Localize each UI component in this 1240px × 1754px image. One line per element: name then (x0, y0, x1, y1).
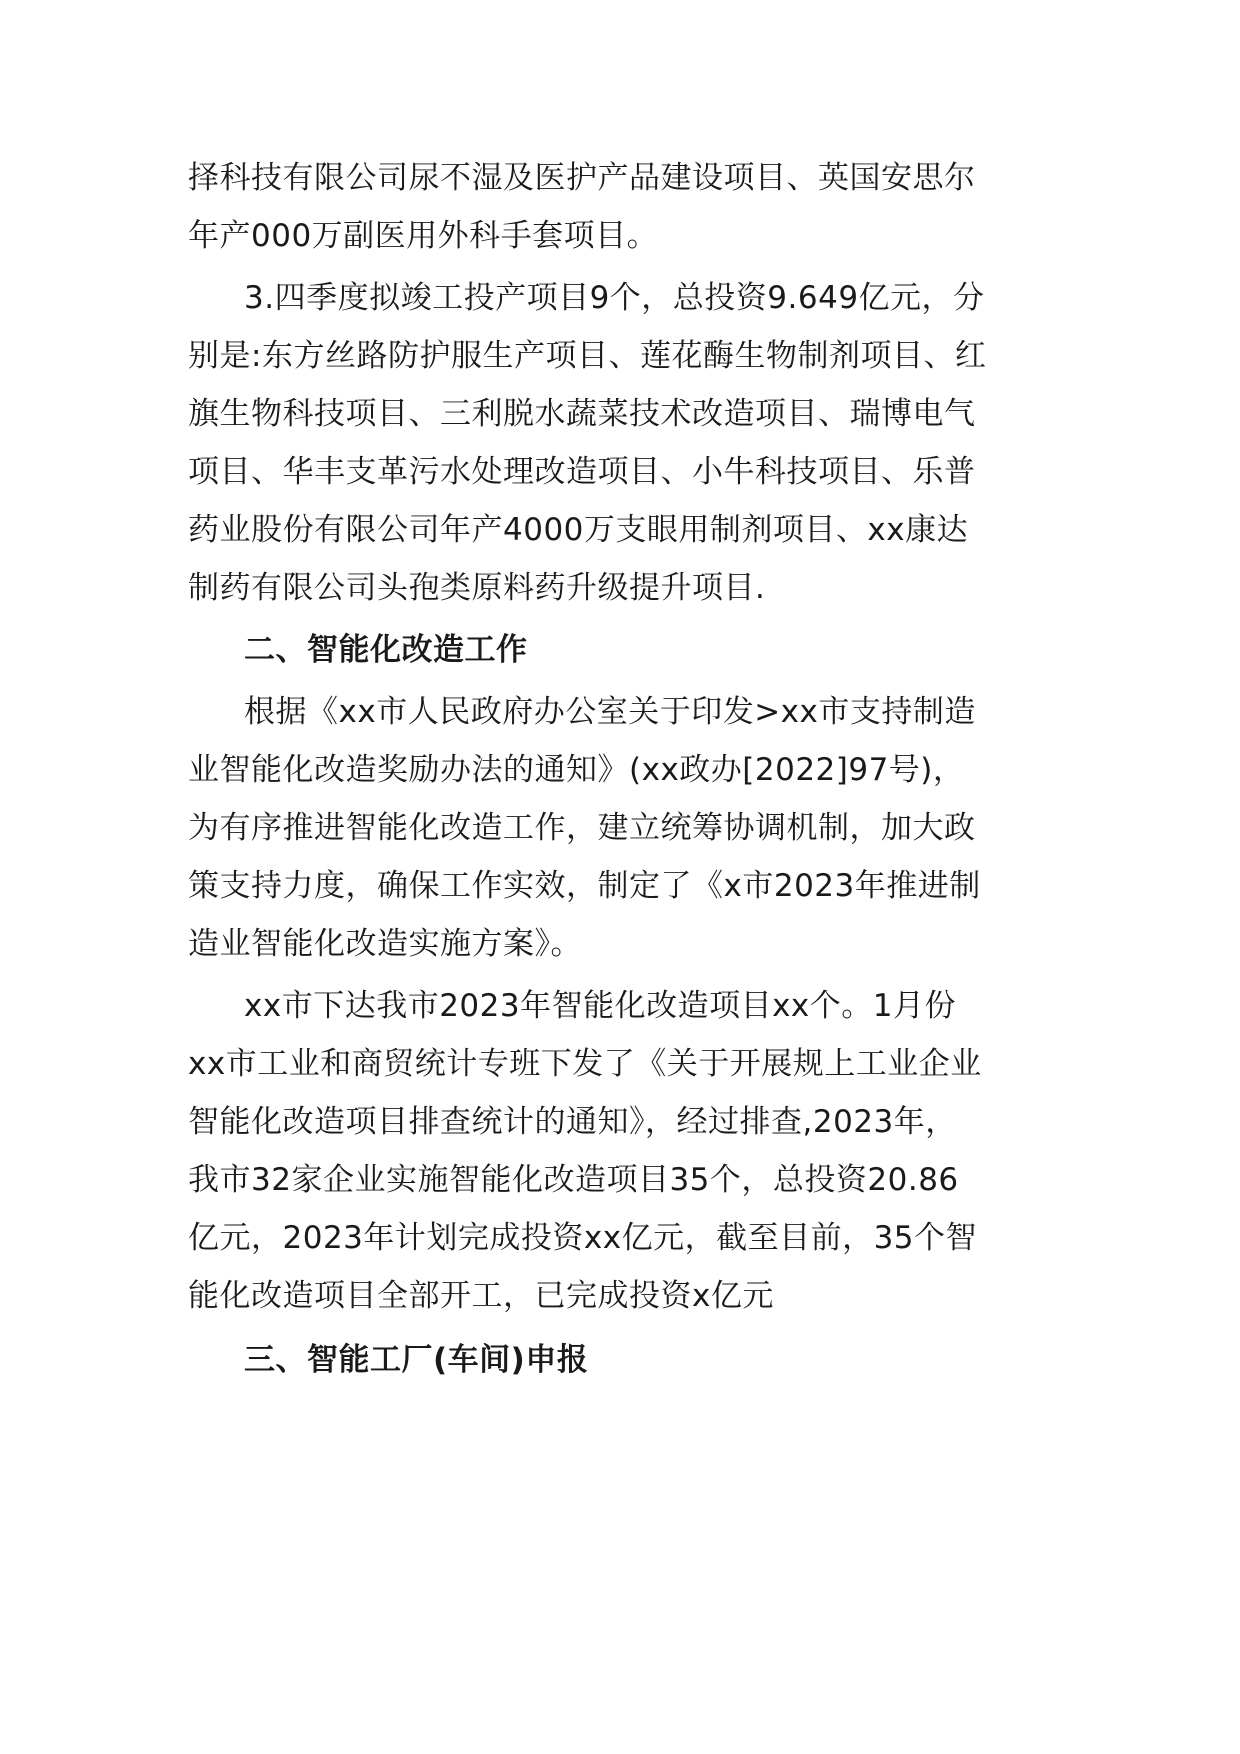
paragraph-line: 制药有限公司头孢类原料药升级提升项目. (188, 570, 766, 606)
paragraph-line: xx市下达我市2023年智能化改造项目xx个。1月份 (244, 988, 956, 1024)
paragraph-line: 亿元，2023年计划完成投资xx亿元，截至目前，35个智 (188, 1220, 978, 1256)
paragraph-line: 项目、华丰支革污水处理改造项目、小牛科技项目、乐普 (188, 454, 976, 490)
paragraph-line: 业智能化改造奖励办法的通知》(xx政办[2022]97号)， (188, 752, 965, 788)
paragraph-line: 策支持力度，确保工作实效，制定了《x市2023年推进制 (188, 868, 981, 904)
paragraph-line: 为有序推进智能化改造工作，建立统筹协调机制，加大政 (188, 810, 976, 846)
paragraph-line: 智能化改造项目排查统计的通知》，经过排查,2023年， (188, 1104, 957, 1140)
paragraph-line: 造业智能化改造实施方案》。 (188, 926, 582, 962)
paragraph-line: xx市工业和商贸统计专班下发了《关于开展规上工业企业 (188, 1046, 982, 1082)
paragraph-line: 能化改造项目全部开工，已完成投资x亿元 (188, 1278, 774, 1314)
paragraph-line: 我市32家企业实施智能化改造项目35个，总投资20.86 (188, 1162, 959, 1198)
paragraph-line: 根据《xx市人民政府办公室关于印发>xx市支持制造 (244, 694, 976, 730)
paragraph-line: 年产000万副医用外科手套项目。 (188, 218, 659, 254)
section-heading: 三、智能工厂(车间)申报 (244, 1342, 589, 1378)
paragraph-line: 3.四季度拟竣工投产项目9个，总投资9.649亿元，分 (244, 280, 985, 316)
paragraph-line: 别是:东方丝路防护服生产项目、莲花酶生物制剂项目、红 (188, 338, 987, 374)
paragraph-line: 择科技有限公司尿不湿及医护产品建设项目、英国安思尔 (188, 160, 976, 196)
paragraph-line: 旗生物科技项目、三利脱水蔬菜技术改造项目、瑞博电气 (188, 396, 976, 432)
paragraph-line: 药业股份有限公司年产4000万支眼用制剂项目、xx康达 (188, 512, 969, 548)
section-heading: 二、智能化改造工作 (244, 632, 528, 668)
